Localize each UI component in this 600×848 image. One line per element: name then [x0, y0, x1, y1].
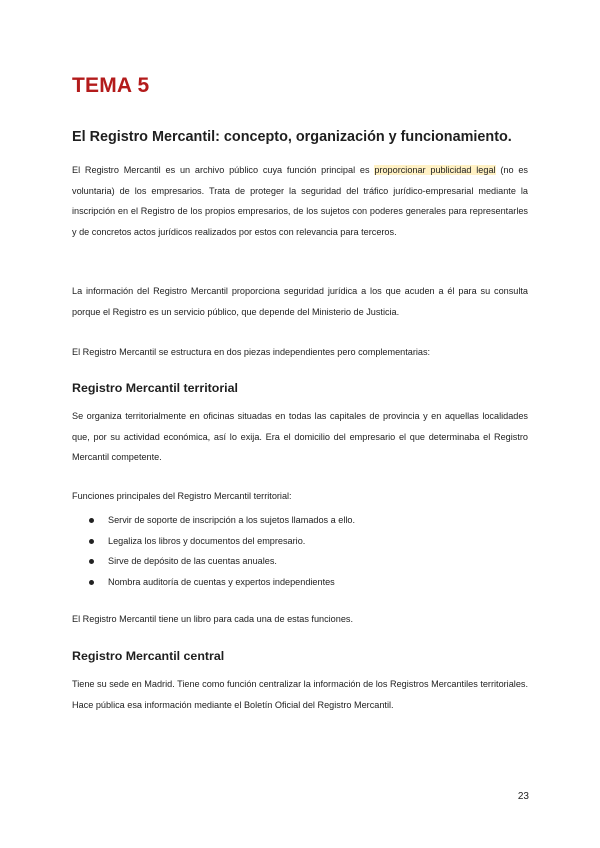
territorial-title: Registro Mercantil territorial — [72, 381, 238, 395]
list-item — [72, 531, 528, 552]
chapter-heading: TEMA 5 — [72, 74, 150, 97]
list-item — [72, 551, 528, 572]
functions-intro: Funciones principales del Registro Mercantil territorial: — [72, 491, 292, 501]
list-item-text: Servir de soporte de inscripción a los sujetos llamados a ello. — [108, 515, 356, 525]
central-paragraph-1: Tiene su sede en Madrid. Tiene como función centralizar la información de los Registros Mercantiles territoriales. Hace pública esa información mediante el Boletín Oficial del Registro Mercantil. — [72, 679, 528, 710]
bullet-icon — [89, 580, 94, 585]
central-title: Registro Mercantil central — [72, 649, 225, 663]
territorial-paragraph-1: Se organiza territorialmente en oficinas situadas en todas las capitales de provincia y en aquellas localidades que, por su actividad económica, así lo exija. Era el domicilio del empresario el que determinaba el Registro Mercantil competente. — [72, 411, 528, 462]
intro-paragraph-1-start: El Registro Mercantil es un archivo público cuya función principal es — [72, 165, 375, 175]
intro-paragraph-3: El Registro Mercantil se estructura en dos piezas independientes pero complementarias: — [72, 347, 431, 357]
list-item — [72, 510, 528, 531]
list-item-text: Nombra auditoría de cuentas y expertos independientes — [108, 576, 335, 587]
bullet-icon — [89, 539, 94, 544]
list-item — [72, 572, 528, 593]
bullet-icon — [89, 559, 94, 564]
functions-list — [72, 510, 528, 592]
list-item-text: Legaliza los libros y documentos del empresario. — [108, 535, 306, 546]
section-title: El Registro Mercantil: concepto, organización y funcionamiento. — [72, 129, 512, 145]
territorial-paragraph-2: El Registro Mercantil tiene un libro para cada una de estas funciones. — [72, 614, 354, 624]
list-item-text: Sirve de depósito de las cuentas anuales. — [108, 556, 277, 566]
highlighted-text: proporcionar publicidad legal — [374, 165, 496, 175]
intro-paragraph-1 — [72, 160, 528, 242]
bullet-icon — [89, 518, 94, 523]
intro-paragraph-2: La información del Registro Mercantil proporciona seguridad jurídica a los que acuden a él para su consulta porque el Registro es un servicio público, que depende del Ministerio de Justicia. — [72, 286, 528, 317]
intro-paragraph-1-end: (no es voluntaria) de los empresarios. Trata de proteger la seguridad del tráfico jurídico-empresarial mediante la inscripción en el Registro de los propios empresarios, de los sujetos con poderes generales para representarles y de concretos actos jurídicos realizados por estos con relevancia para terceros. — [72, 165, 528, 237]
page-number: 23 — [517, 791, 529, 802]
